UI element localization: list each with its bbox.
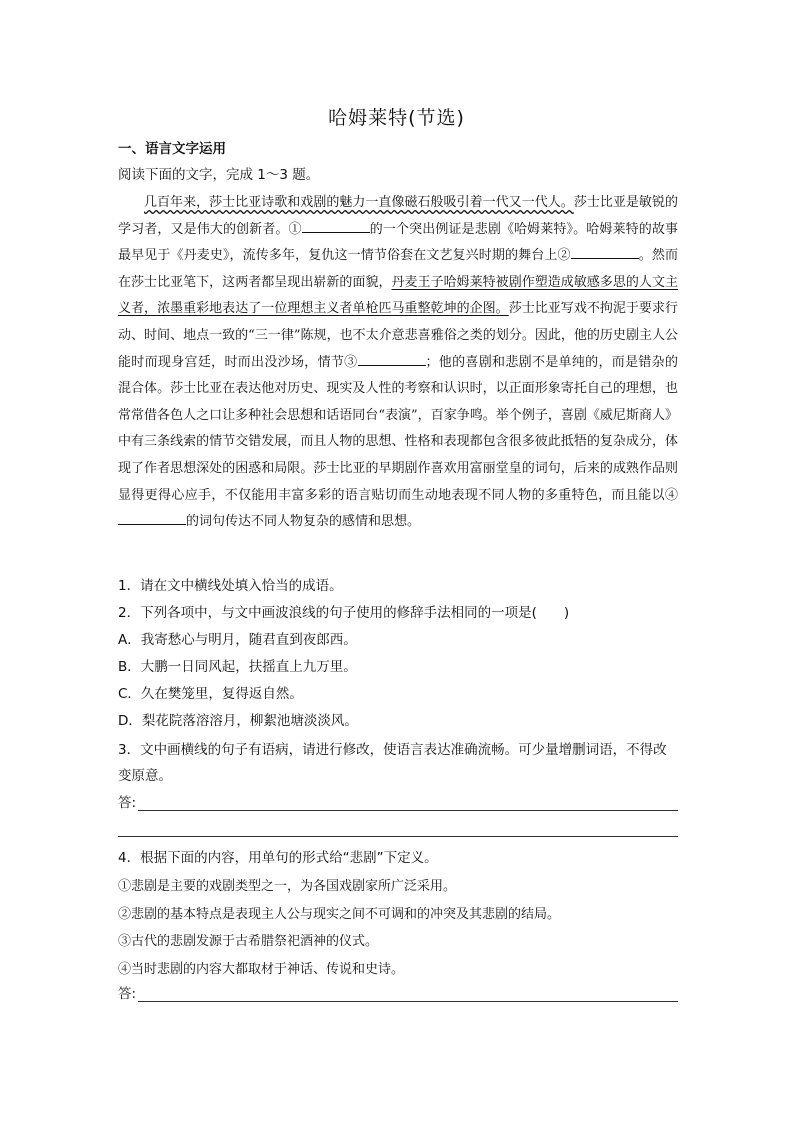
- page-title: 哈姆莱特(节选): [328, 107, 465, 129]
- option-c[interactable]: C．久在樊笼里，复得返自然。: [118, 686, 303, 702]
- reading-passage: [118, 190, 678, 536]
- question-3: 3．文中画横线的句子有语病，请进行修改，使语言表达准确流畅。可少量增删词语，不得改变原意。: [118, 742, 667, 784]
- answer-field-4[interactable]: [118, 984, 678, 1002]
- passage-text: 的词句传达不同人物复杂的感情和思想。: [186, 514, 421, 530]
- passage-text: ；他的喜剧和悲剧不是单纯的，而是错杂的混合体。莎士比亚在表达他对历史、现实及人性的考察和认识时，以正面形象寄托自己的理想，也常常借各色人之口让多种社会思想和话语同台“表演”，百家争鸣。举个例子，喜剧《威尼斯商人》中有三条线索的情节交错发展，而且人物的思想、性格和表现都包含很多彼此抵牾的复杂成分，体现了作者思想深处的困惑和局限。莎士比亚的早期剧作喜欢用富丽堂皇的词句，后来的成熟作品则显得更得心应手，不仅能用丰富多彩的语言贴切而生动地表现不同人物的多重特色，而且能以④: [118, 354, 678, 503]
- passage-text: 莎士比亚是敏锐的学习者，又是伟大的创新者。①: [118, 195, 678, 237]
- answer-line[interactable]: [138, 796, 678, 811]
- reading-instruction: 阅读下面的文字，完成 1～3 题。: [118, 167, 320, 183]
- answer-label: 答:: [118, 986, 137, 1002]
- answer-field-3[interactable]: [118, 793, 678, 811]
- answer-line[interactable]: [138, 987, 678, 1002]
- blank-2[interactable]: [571, 245, 639, 259]
- wavy-underlined-sentence: 几百年来，莎士比亚诗歌和戏剧的魅力一直像磁石般吸引着一代又一代人。: [144, 195, 574, 210]
- underlined-sentence: 丹麦王子哈姆莱特被剧作塑造成敏感多思的人文主义者，浓墨重彩地表达了一位理想主义者单枪匹马重整乾坤的企图。: [118, 274, 678, 317]
- blank-3[interactable]: [358, 352, 426, 366]
- answer-line-extra[interactable]: [118, 836, 678, 837]
- passage-text: 。然而在莎士比亚笔下，这两者都呈现出崭新的面貌，: [118, 248, 678, 290]
- definition-point-2: ②悲剧的基本特点是表现主人公与现实之间不可调和的冲突及其悲剧的结局。: [118, 907, 561, 922]
- question-4: 4．根据下面的内容，用单句的形式给“悲剧”下定义。: [118, 850, 438, 866]
- question-1: 1．请在文中横线处填入恰当的成语。: [118, 578, 343, 594]
- definition-point-3: ③古代的悲剧发源于古希腊祭祀酒神的仪式。: [118, 934, 379, 949]
- option-a[interactable]: A．我寄愁心与明月，随君直到夜郎西。: [118, 632, 357, 648]
- passage-text: 莎士比亚写戏不拘泥于要求行动、时间、地点一致的“三一律”陈规，也不太介意悲喜雅俗之类的划分。因此，他的历史剧主人公能时而现身宫廷，时而出没沙场，情节③: [118, 301, 678, 370]
- blank-1[interactable]: [302, 219, 370, 233]
- blank-4[interactable]: [118, 511, 186, 525]
- option-b[interactable]: B．大鹏一日同风起，扶摇直上九万里。: [118, 659, 357, 675]
- definition-point-4: ④当时悲剧的内容大都取材于神话、传说和史诗。: [118, 962, 405, 977]
- section-heading: 一、语言文字运用: [118, 141, 226, 157]
- option-d[interactable]: D．梨花院落溶溶月，柳絮池塘淡淡风。: [118, 713, 358, 729]
- passage-text: 的一个突出例证是悲剧《哈姆莱特》。哈姆莱特的故事最早见于《丹麦史》，流传多年，复仇这一情节俗套在文艺复兴时期的舞台上②: [118, 221, 678, 264]
- question-2: 2．下列各项中，与文中画波浪线的句子使用的修辞手法相同的一项是( ): [118, 605, 570, 621]
- definition-point-1: ①悲剧是主要的戏剧类型之一，为各国戏剧家所广泛采用。: [118, 879, 457, 894]
- answer-label: 答:: [118, 795, 137, 811]
